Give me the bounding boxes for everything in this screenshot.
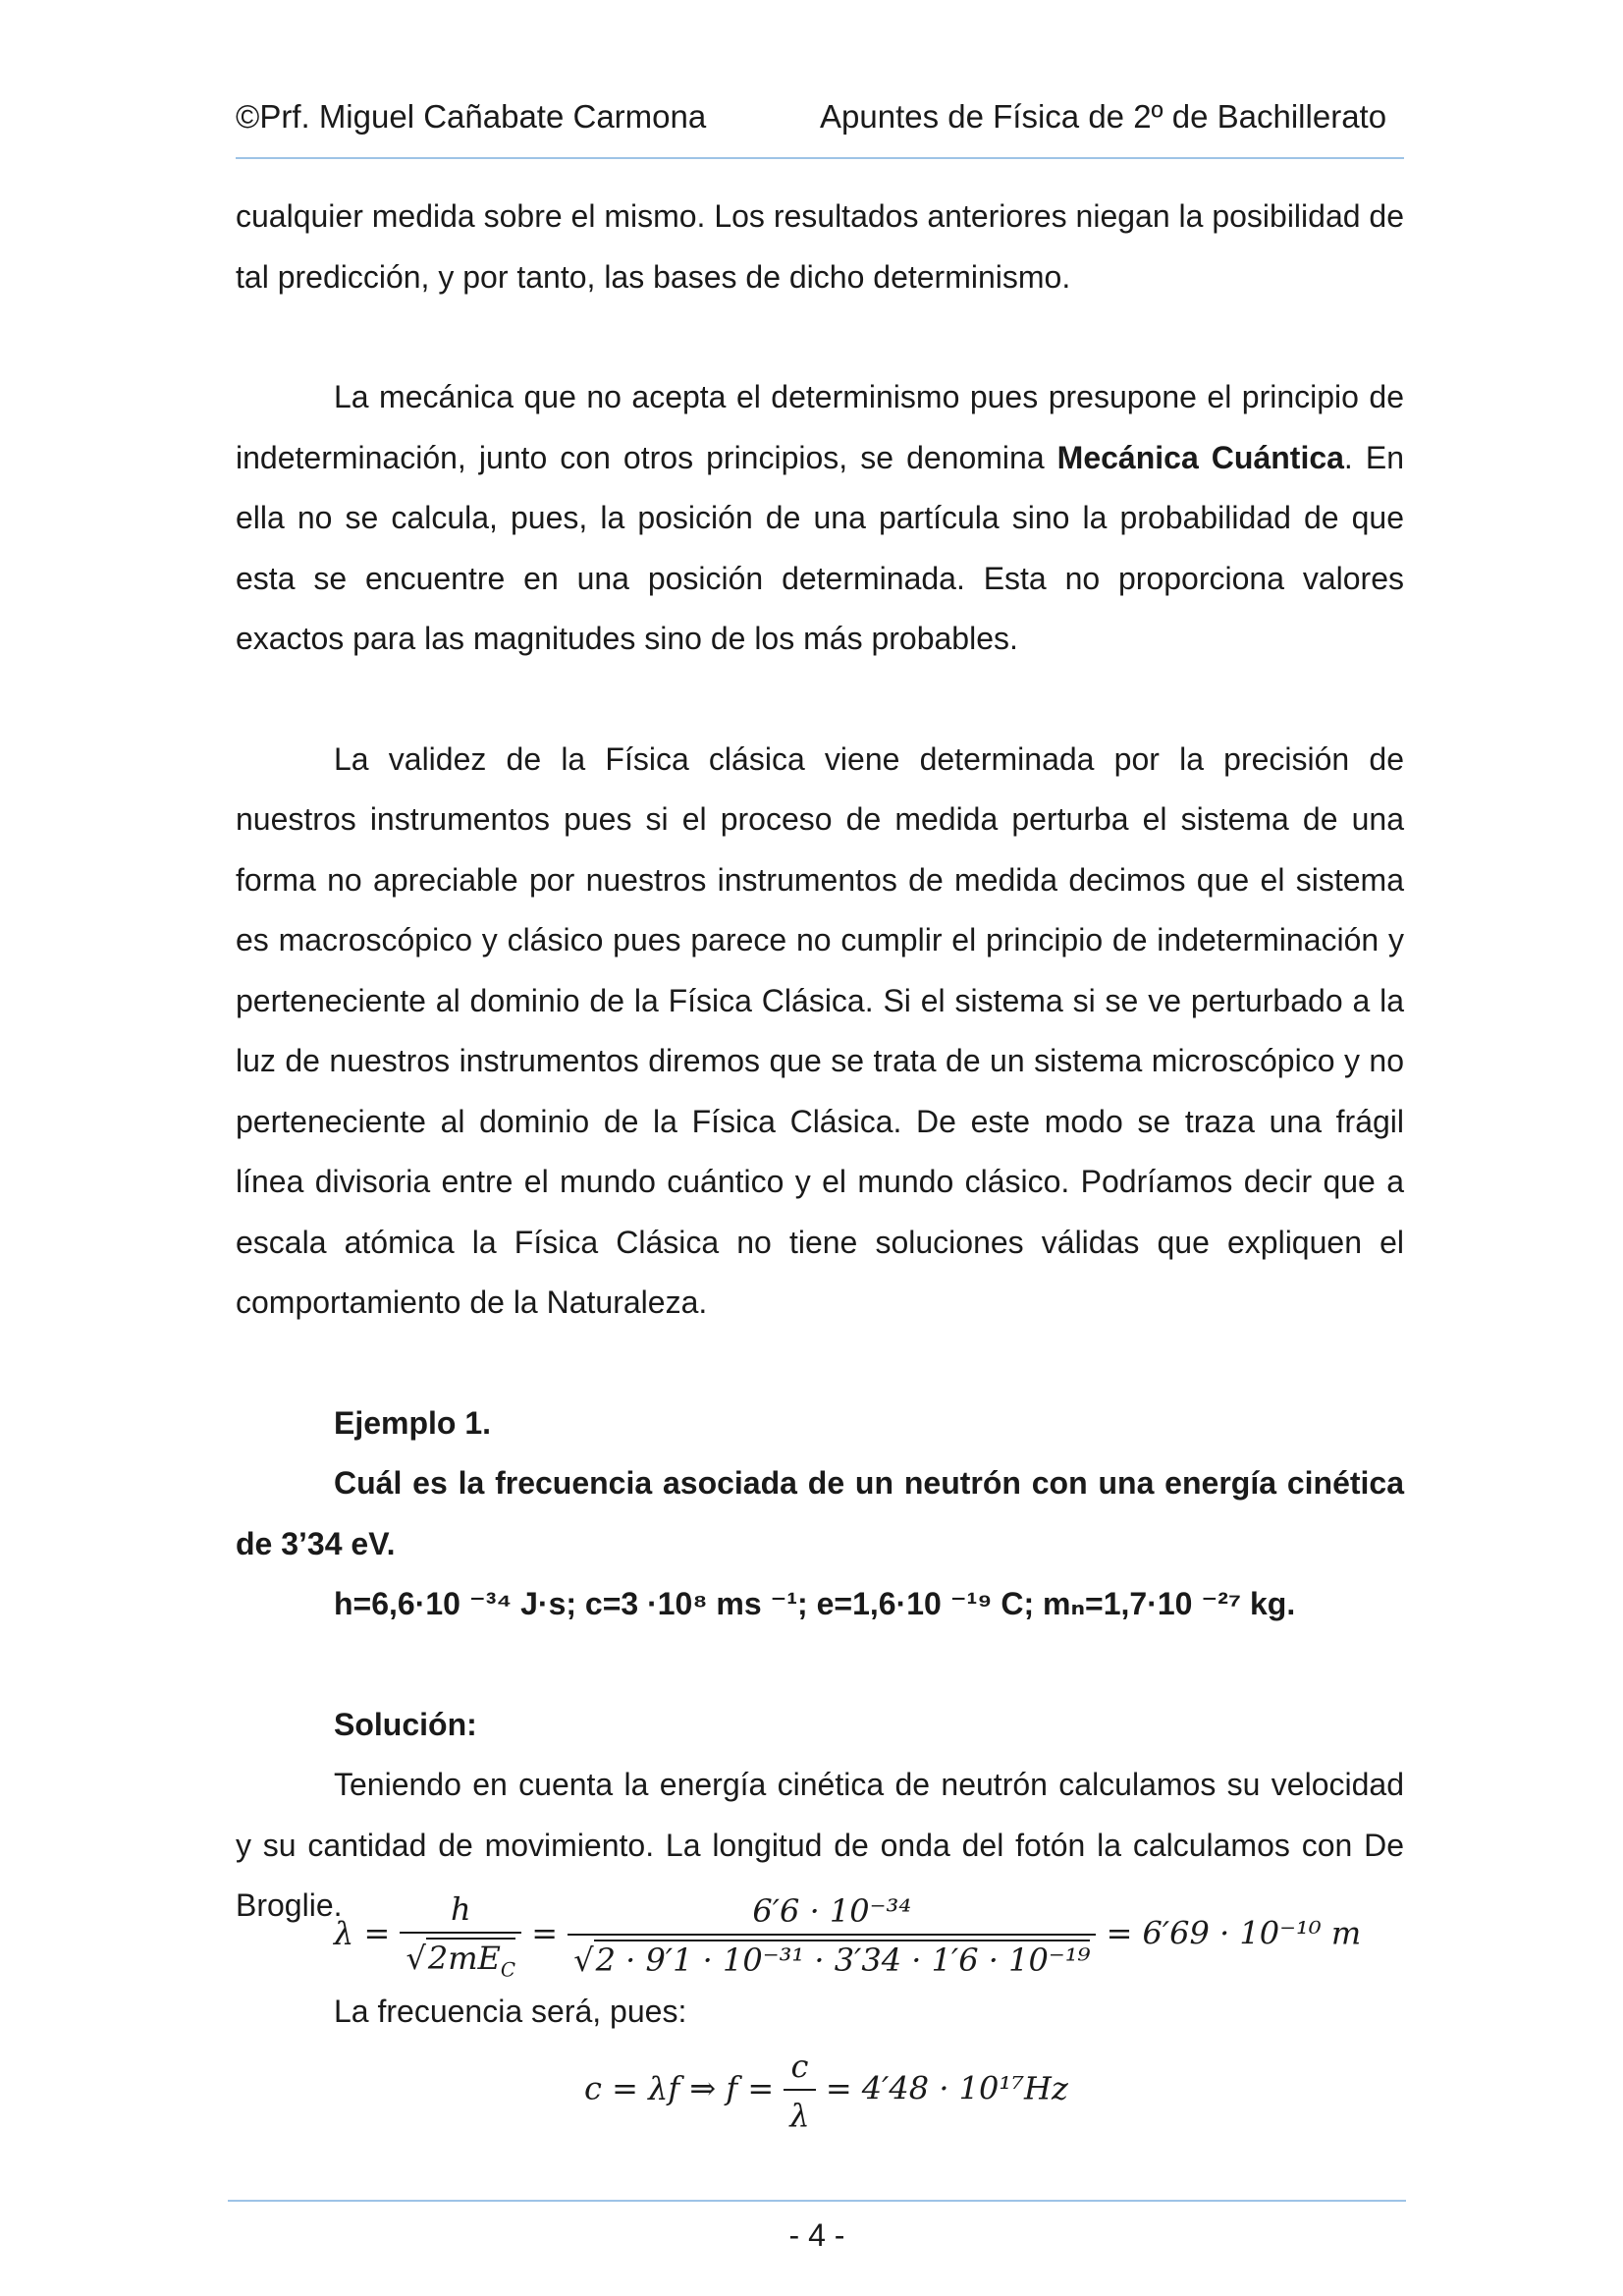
document-body (236, 187, 1404, 1937)
eq1-fraction-symbolic: $\frac{h}{√2mE_C}$ (400, 1890, 521, 1981)
eq1-denominator-root: 2mE (427, 1940, 501, 1977)
eq2-numerator: c (790, 2048, 809, 2085)
page-footer (228, 2200, 1406, 2253)
page-header (236, 98, 1404, 159)
eq1-result: = 6′69 · 10⁻¹⁰ m (1106, 1914, 1362, 1952)
eq1-denominator-value: 2 · 9′1 · 10⁻³¹ · 3′34 · 1′6 · 10⁻¹⁹ (595, 1941, 1091, 1980)
header-author: ©Prf. Miguel Cañabate Carmona (236, 98, 707, 135)
header-course: Apuntes de Física de 2º de Bachillerato (820, 98, 1387, 135)
paragraph-2 (236, 367, 1404, 670)
paragraph-2-bold-term: Mecánica Cuántica (1056, 439, 1344, 475)
eq2-fraction (784, 2048, 815, 2134)
equation-frequency (584, 2048, 1068, 2134)
eq2-result: = 4′48 · 10¹⁷Hz (825, 2069, 1068, 2107)
eq1-numerator-h: h (450, 1890, 471, 1928)
paragraph-2-text-a: La mecánica que no acepta el determinismo pues presupone el principio de indeterminación, junto con otros principios, se denomina (236, 379, 1404, 475)
example-title: Ejemplo 1. (334, 1404, 492, 1441)
paragraph-3: La validez de la Física clásica viene determinada por la precisión de nuestros instrumentos pues si el proceso de medida perturba el sistema de una forma no apreciable por nuestros instrumentos de medida decimos que el sistema es macroscópico y clásico pues parece no cumplir el principio de indeterminación y perteneciente al dominio de la Física Clásica. Si el sistema si se ve perturbado a la luz de nuestros instrumentos diremos que se trata de un sistema microscópico y no perteneciente al dominio de la Física Clásica. De este modo se traza una frágil línea divisoria entre el mundo cuántico y el mundo clásico. Podríamos decir que a escala atómica la Física Clásica no tiene soluciones válidas que expliquen el comportamiento de la Naturaleza. (236, 740, 1404, 1320)
eq1-fraction-numeric: $\frac{\text{6′6 · 10⁻³⁴}}{\text{√2 · 9′1 · 10⁻³¹ · 3′34 · 1′6 · 10⁻¹⁹}}$ (568, 1892, 1096, 1979)
page-number: - 4 - (788, 2217, 845, 2253)
example-data: h=6,6·10 ⁻³⁴ J·s; c=3 ·10⁸ ms ⁻¹; e=1,6·10 ⁻¹⁹ C; mₙ=1,7·10 ⁻²⁷ kg. (334, 1586, 1296, 1621)
solution-text: Teniendo en cuenta la energía cinética de neutrón calculamos su velocidad y su cantidad de movimiento. La longitud de onda del fotón la calculamos con De Broglie. (236, 1767, 1404, 1923)
solution-title: Solución: (334, 1706, 477, 1742)
eq2-lhs: c = λf ⇒ f = (584, 2069, 775, 2107)
eq1-lhs: λ = (334, 1914, 391, 1952)
equation-de-broglie (334, 1890, 1361, 1981)
eq1-equals: = (531, 1914, 559, 1952)
frequency-intro: La frecuencia será, pues: (334, 1994, 687, 2029)
example-question: Cuál es la frecuencia asociada de un neutrón con una energía cinética de 3’34 eV. (236, 1465, 1404, 1561)
eq1-numerator-value: 6′6 · 10⁻³⁴ (752, 1892, 912, 1931)
eq2-denominator: λ (784, 2089, 815, 2134)
eq1-denominator-sub: C (500, 1958, 516, 1982)
paragraph-2-text-b: . En ella no se calcula, pues, la posición de una partícula sino la probabilidad de que esta se encuentre en una posición determinada. Esta no proporciona valores exactos para las magnitudes sino de los más probables. (236, 439, 1404, 656)
paragraph-1: cualquier medida sobre el mismo. Los resultados anteriores niegan la posibilidad de tal predicción, y por tanto, las bases de dicho determinismo. (236, 198, 1405, 295)
